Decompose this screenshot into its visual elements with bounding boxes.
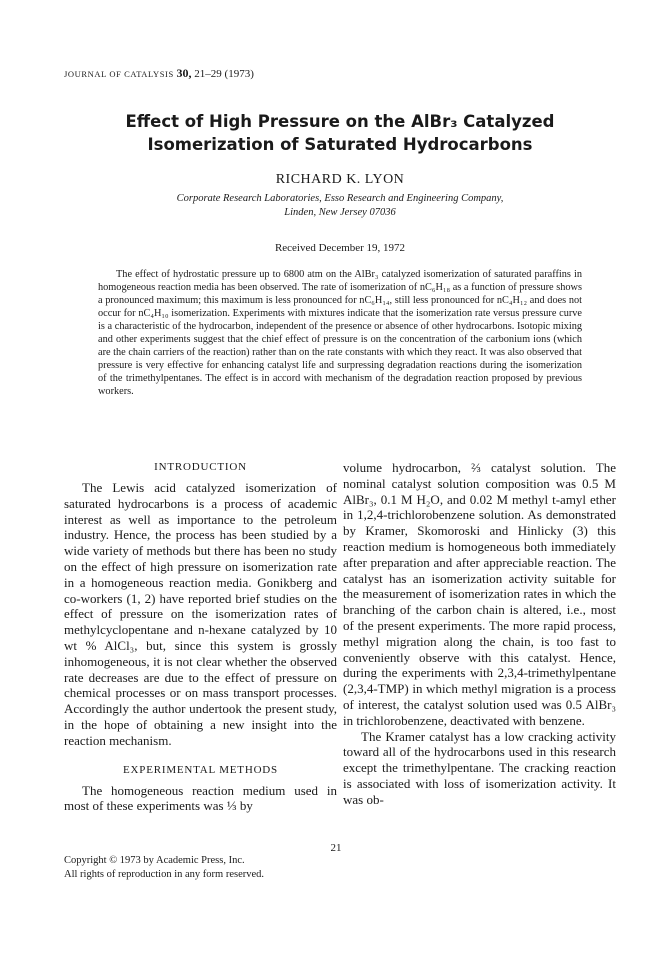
right-column-paragraph-2: The Kramer catalyst has a low cracking activity toward all of the hydrocarbons used in this research except the trimethylpentane. The cracking reaction is associated with loss of isomerization activity. It was ob- [343, 728, 616, 807]
copyright-line-2: All rights of reproduction in any form reserved. [64, 869, 265, 880]
right-column-paragraph-1: volume hydrocarbon, ⅔ catalyst solution. The nominal catalyst solution composition was 0.5 M AlBr₃, 0.1 M H₂O, and 0.02 M methyl t-amyl ether in 1,2,4-trichlorobenzene solution. As demonstrated by Kramer, Skomoroski and Hinlicky (3) this reaction medium is homogeneous both immediately after preparation and after appreciable reaction. The catalyst has an isomerization activity suitable for the measurement of isomerization rates in which the branching of the carbon chain is altered, i.e., most of the present experiments. The more rapid process, methyl migration along the chain, is too fast to conveniently observe with this catalyst. Hence, during the experiments with 2,3,4-trimethylpentane (2,3,4-TMP) in which methyl migration is a process of interest, the catalyst solution used was 0.5 AlBr₃ in trichlorobenzene, deactivated with benzene. [343, 460, 616, 728]
abstract [98, 268, 582, 398]
running-header [64, 66, 254, 81]
left-column [64, 460, 337, 814]
copyright-notice [64, 854, 264, 882]
methods-heading: EXPERIMENTAL METHODS [123, 763, 278, 776]
copyright-line-1: Copyright © 1973 by Academic Press, Inc. [64, 855, 245, 866]
abstract-text: The effect of hydrostatic pressure up to 6800 atm on the AlBr₃ catalyzed isomerization of saturated paraffins in homogeneous reaction media has been observed. The rate of isomerization of nC₆H₁₈ as a function of pressure shows a pronounced maximum; this maximum is less pronounced for nC₆H₁₄, still less pronounced for nC₄H₁₂ and does not occur for nC₄H₁₀ isomerization. Experiments with mixtures indicate that the isomerization rate versus pressure curve is a characteristic of the hydrocarbon, independent of the presence or absence of other hydrocarbons. Isotopic mixing and other experiments suggest that the chief effect of pressure is on the concentration of the carbonium ions (which are the chain carriers of the reaction) rather than on the rate constants with which they react. It was also observed that pressure is very effective for enhancing catalyst life and surpressing degradation reactions during the isomerization of the trimethylpentanes. The effect is in accord with mechanism of the degradation reaction proposed by previous workers. [98, 269, 582, 397]
journal-name: JOURNAL OF CATALYSIS [64, 69, 174, 79]
author-affiliation [60, 192, 620, 220]
introduction-heading: INTRODUCTION [154, 461, 247, 473]
affiliation-line-1: Corporate Research Laboratories, Esso Research and Engineering Company, [176, 193, 504, 204]
methods-text: The homogeneous reaction medium used in most of these experiments was ⅓ by [64, 782, 337, 814]
title-line-2: Isomerization of Saturated Hydrocarbons [147, 135, 533, 154]
title-line-1: Effect of High Pressure on the AlBr₃ Catalyzed [125, 112, 555, 131]
page-number: 21 [330, 842, 342, 854]
received-date: Received December 19, 1972 [274, 242, 406, 254]
introduction-text: The Lewis acid catalyzed isomerization of saturated hydrocarbons is a process of academic interest as well as importance to the petroleum industry. Hence, the process has been studied by a wide variety of methods but there has been no study on the effect of high pressure on isomerization rate in a homogeneous reaction media. Gonikberg and co-workers (1, 2) have reported brief studies on the effect of pressure on the isomerization rates of methylcyclopentane and n-hexane catalyzed by 10 wt % AlCl₃, but, since this system is grossly inhomogeneous, it is not clear whether the observed rate decreases are due to the effect of pressure on chemical processes or on mass transport processes. Accordingly the author undertook the present study, in the hope of obtaining a new insight into the reaction mechanism. [64, 480, 337, 748]
volume-number: 30, [176, 66, 192, 80]
right-column [343, 460, 616, 808]
article-title [60, 110, 620, 156]
pages-year: 21–29 (1973) [194, 68, 254, 80]
author-name: RICHARD K. LYON [275, 172, 405, 187]
affiliation-line-2: Linden, New Jersey 07036 [284, 207, 396, 218]
